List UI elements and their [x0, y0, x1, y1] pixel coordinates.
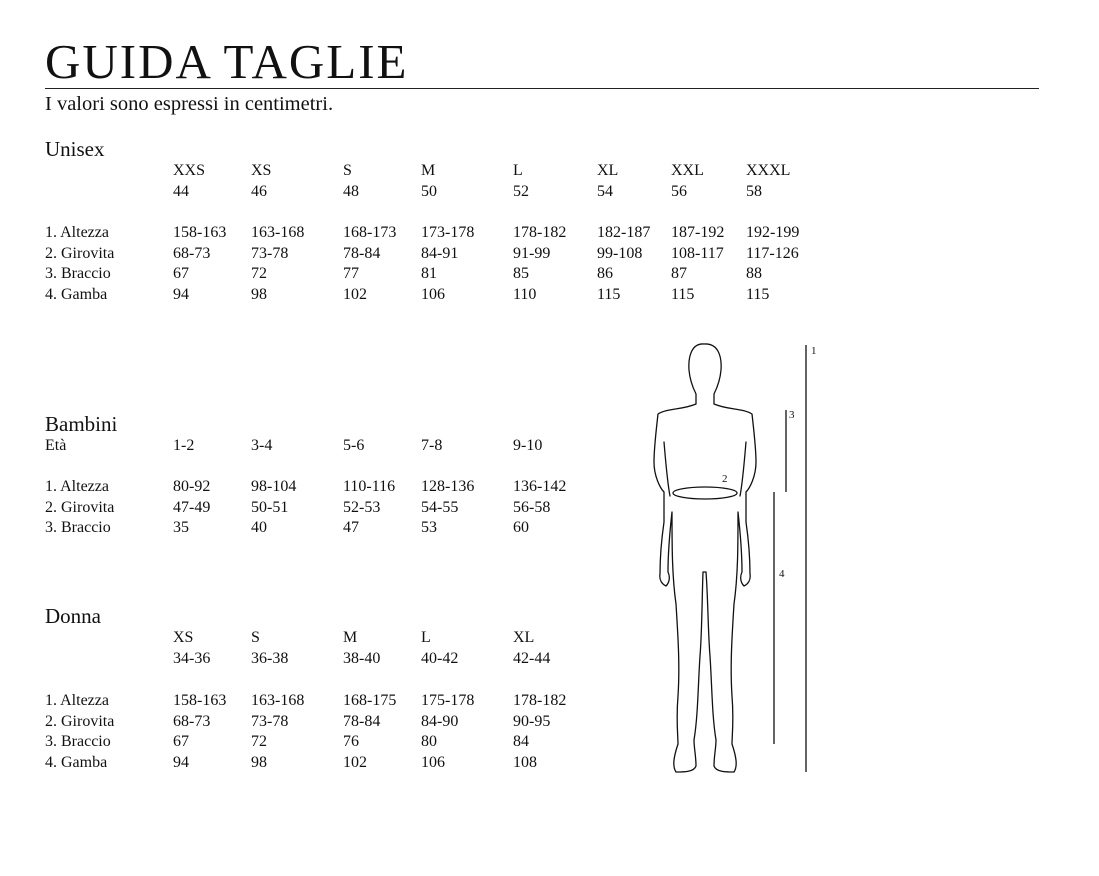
size-number: 56 [671, 183, 687, 200]
size-header: XL [597, 162, 619, 179]
size-number: 38-40 [343, 650, 381, 667]
row-label: 2. Girovita [45, 498, 115, 516]
table-cell: 163-168 [251, 224, 305, 241]
table-cell: 60 [513, 519, 529, 537]
size-number: 44 [173, 183, 189, 200]
table-cell: 78-84 [343, 244, 381, 262]
table-cell: 98-104 [251, 478, 297, 495]
table-cell: 98 [251, 285, 267, 303]
size-number: 40-42 [421, 650, 459, 667]
table-cell: 192-199 [746, 224, 800, 241]
table-cell: 99-108 [597, 244, 643, 262]
table-cell: 78-84 [343, 712, 381, 730]
table-cell: 86 [597, 265, 613, 283]
body-measurement-figure [630, 336, 830, 776]
table-cell: 73-78 [251, 244, 289, 262]
table-cell: 163-168 [251, 692, 305, 709]
size-header: XXL [671, 162, 704, 179]
table-cell: 68-73 [173, 712, 211, 730]
table-cell: 175-178 [421, 692, 475, 709]
size-header: S [251, 629, 260, 646]
table-cell: 168-175 [343, 692, 397, 709]
table-cell: 115 [597, 285, 621, 303]
table-cell: 187-192 [671, 224, 725, 241]
section-title-unisex: Unisex [45, 137, 105, 161]
page-title: GUIDA TAGLIE [45, 34, 409, 89]
table-cell: 128-136 [421, 478, 475, 495]
table-cell: 53 [421, 519, 437, 537]
table-cell: 168-173 [343, 224, 397, 241]
table-cell: 158-163 [173, 692, 227, 709]
section-title-donna: Donna [45, 604, 101, 628]
table-cell: 52-53 [343, 498, 381, 516]
table-cell: 67 [173, 733, 189, 751]
table-cell: 94 [173, 285, 189, 303]
row-label: 1. Altezza [45, 692, 109, 709]
title-divider [45, 88, 1039, 89]
table-cell: 81 [421, 265, 437, 283]
table-cell: 73-78 [251, 712, 289, 730]
row-label: 2. Girovita [45, 244, 115, 262]
row-label: 3. Braccio [45, 265, 111, 283]
table-cell: 173-178 [421, 224, 475, 241]
size-header: XXXL [746, 162, 791, 179]
marker-4: 4 [779, 568, 785, 580]
table-cell: 80 [421, 733, 437, 751]
table-cell: 108 [513, 753, 537, 771]
table-cell: 94 [173, 753, 189, 771]
table-cell: 91-99 [513, 244, 551, 262]
size-number: 54 [597, 183, 613, 200]
size-header: L [421, 629, 431, 646]
row-label: 3. Braccio [45, 519, 111, 537]
section-title-bambini: Bambini [45, 412, 118, 436]
size-number: 58 [746, 183, 762, 200]
table-cell: 87 [671, 265, 687, 283]
marker-1: 1 [811, 345, 817, 357]
size-header: XS [173, 629, 194, 646]
table-cell: 90-95 [513, 712, 551, 730]
size-header: XL [513, 629, 535, 646]
size-header: L [513, 162, 523, 179]
age-header: 1-2 [173, 437, 195, 454]
table-cell: 47 [343, 519, 359, 537]
size-header: M [343, 629, 358, 646]
age-label: Età [45, 437, 67, 454]
table-cell: 158-163 [173, 224, 227, 241]
row-label: 3. Braccio [45, 733, 111, 751]
row-label: 1. Altezza [45, 478, 109, 495]
table-cell: 84-90 [421, 712, 459, 730]
age-header: 5-6 [343, 437, 365, 454]
size-number: 48 [343, 183, 359, 200]
table-cell: 136-142 [513, 478, 567, 495]
marker-2: 2 [722, 473, 728, 485]
size-number: 52 [513, 183, 529, 200]
table-cell: 115 [671, 285, 695, 303]
table-cell: 40 [251, 519, 267, 537]
row-label: 4. Gamba [45, 285, 108, 303]
table-cell: 72 [251, 265, 267, 283]
table-cell: 110-116 [343, 478, 396, 495]
table-cell: 67 [173, 265, 189, 283]
size-number: 34-36 [173, 650, 211, 667]
table-cell: 106 [421, 285, 445, 303]
table-cell: 77 [343, 265, 359, 283]
table-cell: 108-117 [671, 244, 724, 262]
table-cell: 56-58 [513, 498, 551, 516]
table-cell: 47-49 [173, 498, 211, 516]
size-number: 36-38 [251, 650, 289, 667]
table-cell: 106 [421, 753, 445, 771]
page-subtitle: I valori sono espressi in centimetri. [45, 93, 334, 115]
age-header: 7-8 [421, 437, 443, 454]
size-number: 42-44 [513, 650, 551, 667]
age-header: 9-10 [513, 437, 543, 454]
table-cell: 54-55 [421, 498, 459, 516]
row-label: 4. Gamba [45, 753, 108, 771]
table-cell: 84 [513, 733, 529, 751]
size-header: M [421, 162, 436, 179]
size-number: 46 [251, 183, 267, 200]
figure-waist [673, 487, 737, 499]
table-cell: 76 [343, 733, 359, 751]
row-label: 1. Altezza [45, 224, 109, 241]
table-cell: 178-182 [513, 692, 567, 709]
marker-3: 3 [789, 409, 795, 421]
age-header: 3-4 [251, 437, 273, 454]
row-label: 2. Girovita [45, 712, 115, 730]
table-cell: 102 [343, 285, 367, 303]
table-cell: 35 [173, 519, 189, 537]
table-cell: 98 [251, 753, 267, 771]
size-header: XS [251, 162, 272, 179]
table-cell: 85 [513, 265, 529, 283]
size-header: XXS [173, 162, 206, 179]
table-cell: 68-73 [173, 244, 211, 262]
table-cell: 115 [746, 285, 770, 303]
size-header: S [343, 162, 352, 179]
table-cell: 84-91 [421, 244, 459, 262]
table-cell: 117-126 [746, 244, 799, 262]
size-number: 50 [421, 183, 437, 200]
table-cell: 88 [746, 265, 762, 283]
table-cell: 50-51 [251, 498, 289, 516]
table-cell: 80-92 [173, 478, 211, 495]
table-cell: 72 [251, 733, 267, 751]
table-cell: 178-182 [513, 224, 567, 241]
table-cell: 182-187 [597, 224, 651, 241]
figure-head [654, 344, 756, 772]
table-cell: 102 [343, 753, 367, 771]
table-cell: 110 [513, 285, 537, 303]
